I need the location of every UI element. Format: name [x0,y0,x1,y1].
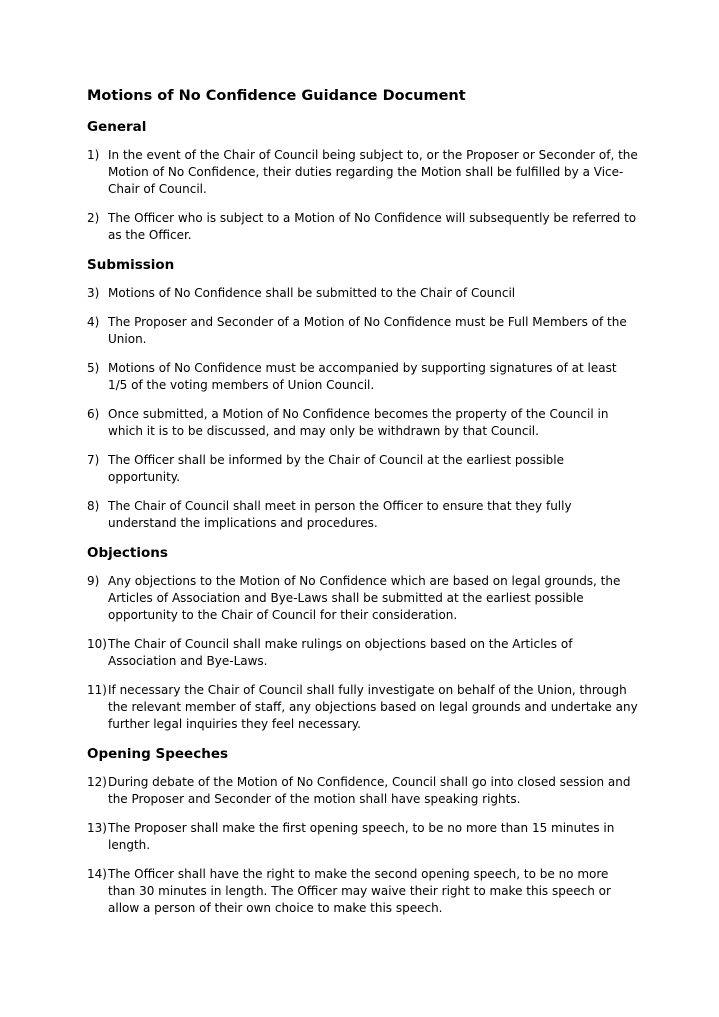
list-item [87,866,639,917]
item-text: During debate of the Motion of No Confidence, Council shall go into closed session and the Proposer and Seconder of the motion shall have speaking rights. [108,775,631,806]
list-item [87,498,639,532]
item-text: The Officer shall have the right to make the second opening speech, to be no more than 30 minutes in length. The Officer may waive their right to make this speech or allow a person of their own choice to make this speech. [108,867,611,915]
item-number: 1) [87,148,100,162]
document-title: Motions of No Confidence Guidance Document [87,88,466,104]
item-number: 7) [87,453,100,467]
item-text: The Chair of Council shall meet in person the Officer to ensure that they fully understand the implications and procedures. [108,499,572,530]
list-item [87,636,639,670]
item-number: 5) [87,361,100,375]
item-text: The Proposer shall make the first opening speech, to be no more than 15 minutes in length. [108,821,615,852]
item-number: 8) [87,499,100,513]
item-text: If necessary the Chair of Council shall fully investigate on behalf of the Union, through the relevant member of staff, any objections based on legal grounds and undertake any further legal inquiries they feel necessary. [108,683,638,731]
list-item [87,452,639,486]
list-item [87,314,639,348]
item-number: 6) [87,407,100,421]
list-item [87,285,639,302]
list-item [87,820,639,854]
list-item [87,360,639,394]
section-general [87,118,639,244]
section-heading: General [87,119,147,135]
item-number: 2) [87,211,100,225]
list-item [87,774,639,808]
list-item [87,406,639,440]
list-item [87,573,639,624]
section-heading: Objections [87,545,168,561]
item-number: 12) [87,775,107,789]
item-number: 13) [87,821,107,835]
item-number: 3) [87,286,100,300]
item-text: Motions of No Confidence must be accompanied by supporting signatures of at least 1/5 of the voting members of Union Council. [108,361,617,392]
list-item [87,210,639,244]
item-text: Once submitted, a Motion of No Confidence becomes the property of the Council in which it is to be discussed, and may only be withdrawn by that Council. [108,407,609,438]
list-item [87,147,639,198]
item-text: The Chair of Council shall make rulings on objections based on the Articles of Association and Bye-Laws. [108,637,573,668]
item-text: In the event of the Chair of Council being subject to, or the Proposer or Seconder of, the Motion of No Confidence, their duties regarding the Motion shall be fulfilled by a Vice-Chair of Council. [108,148,638,196]
item-text: The Officer shall be informed by the Chair of Council at the earliest possible opportunity. [108,453,565,484]
item-number: 4) [87,315,100,329]
item-number: 9) [87,574,100,588]
item-text: Motions of No Confidence shall be submitted to the Chair of Council [108,286,516,300]
section-heading: Opening Speeches [87,746,229,762]
section-opening-speeches [87,745,639,917]
section-submission [87,256,639,532]
item-text: Any objections to the Motion of No Confidence which are based on legal grounds, the Articles of Association and Bye-Laws shall be submitted at the earliest possible opportunity to the Chair of Council for their consideration. [108,574,621,622]
item-text: The Officer who is subject to a Motion of No Confidence will subsequently be referred to as the Officer. [108,211,637,242]
item-text: The Proposer and Seconder of a Motion of No Confidence must be Full Members of the Union. [108,315,627,346]
item-number: 14) [87,867,107,881]
list-item [87,682,639,733]
section-heading: Submission [87,257,175,273]
item-number: 10) [87,637,107,651]
section-objections [87,544,639,733]
item-number: 11) [87,683,107,697]
